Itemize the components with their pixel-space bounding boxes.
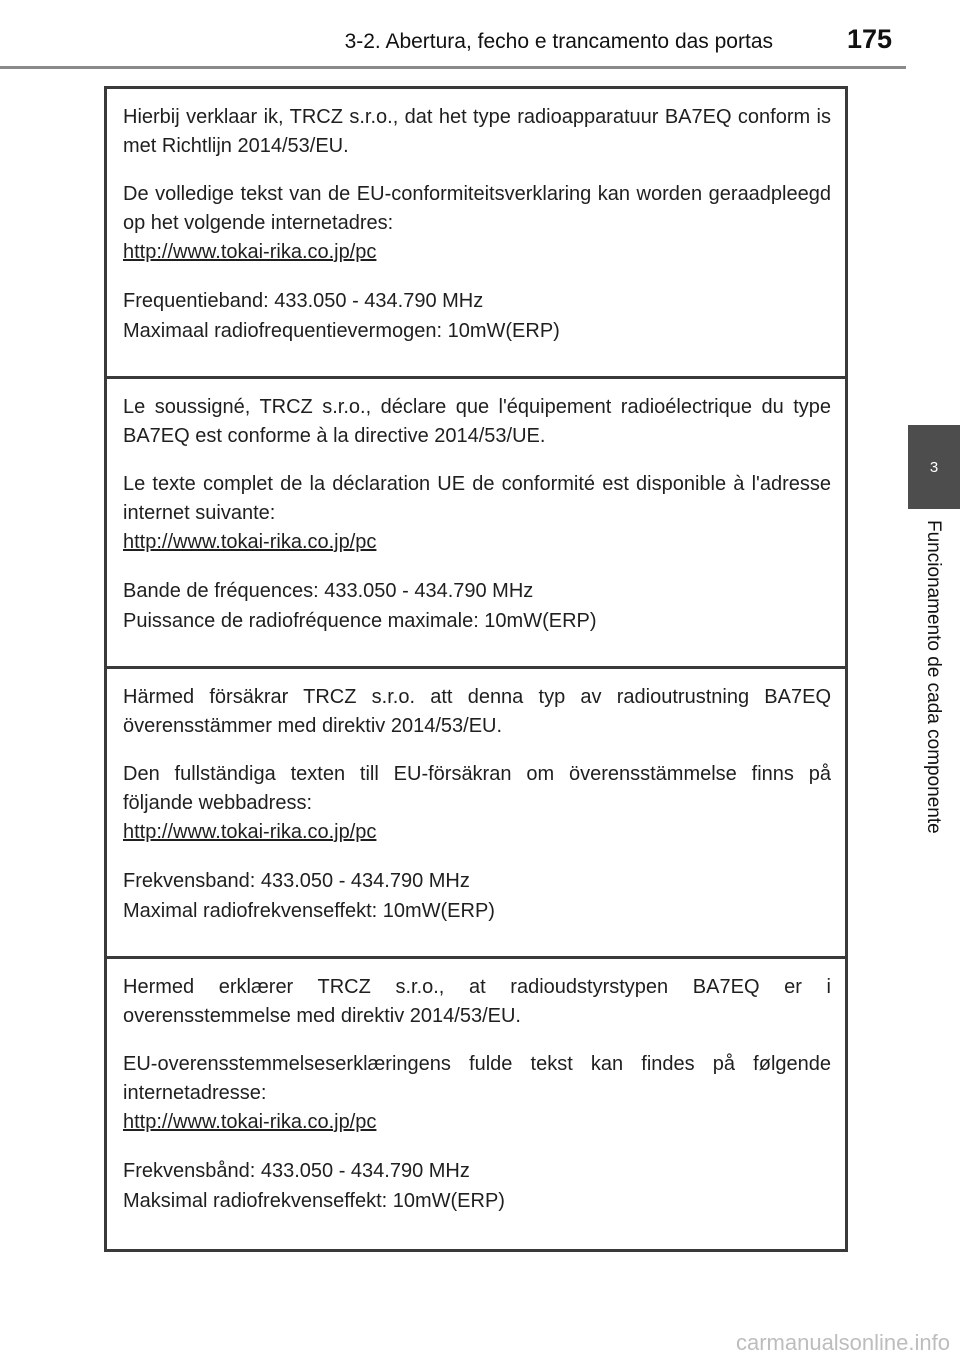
page-header bbox=[0, 0, 906, 69]
declaration-text: Le texte complet de la déclaration UE de conformité est disponible à l'adresse internet suivante: bbox=[123, 473, 831, 524]
chapter-label-area bbox=[908, 520, 960, 860]
max-power: Maksimal radiofrekvenseffekt: 10mW(ERP) bbox=[123, 1190, 505, 1212]
chapter-tab[interactable] bbox=[908, 425, 960, 509]
declaration-url-link[interactable]: http://www.tokai-rika.co.jp/pc bbox=[123, 531, 377, 553]
declaration-french bbox=[107, 379, 845, 669]
chapter-label: Funcionamento de cada componente bbox=[923, 520, 944, 834]
max-power: Maximaal radiofrequentievermogen: 10mW(ERP) bbox=[123, 320, 560, 342]
declaration-intro: Härmed försäkrar TRCZ s.r.o. att denna typ av radioutrustning BA7EQ överensstämmer med direktiv 2014/53/EU. bbox=[123, 686, 831, 737]
declaration-url-link[interactable]: http://www.tokai-rika.co.jp/pc bbox=[123, 241, 377, 263]
declaration-swedish bbox=[107, 669, 845, 959]
declaration-intro: Le soussigné, TRCZ s.r.o., déclare que l'équipement radioélectrique du type BA7EQ est conforme à la directive 2014/53/UE. bbox=[123, 396, 831, 447]
watermark: carmanualsonline.info bbox=[735, 1330, 950, 1355]
declaration-intro: Hermed erklærer TRCZ s.r.o., at radioudstyrstypen BA7EQ er i overensstemmelse med direktiv 2014/53/EU. bbox=[123, 976, 831, 1027]
section-title: 3-2. Abertura, fecho e trancamento das portas bbox=[344, 30, 773, 53]
declaration-box bbox=[104, 86, 848, 1252]
frequency-band: Bande de fréquences: 433.050 - 434.790 MHz bbox=[123, 580, 534, 602]
declaration-url-link[interactable]: http://www.tokai-rika.co.jp/pc bbox=[123, 821, 377, 843]
max-power: Puissance de radiofréquence maximale: 10mW(ERP) bbox=[123, 610, 597, 632]
chapter-number: 3 bbox=[929, 458, 939, 476]
page-number: 175 bbox=[846, 24, 892, 54]
frequency-band: Frekvensband: 433.050 - 434.790 MHz bbox=[123, 870, 470, 892]
declaration-text: De volledige tekst van de EU-conformiteitsverklaring kan worden geraadpleegd op het volgende internetadres: bbox=[123, 183, 831, 234]
declaration-dutch bbox=[107, 89, 845, 379]
declaration-intro: Hierbij verklaar ik, TRCZ s.r.o., dat het type radioapparatuur BA7EQ conform is met Richtlijn 2014/53/EU. bbox=[123, 106, 831, 157]
max-power: Maximal radiofrekvenseffekt: 10mW(ERP) bbox=[123, 900, 495, 922]
declaration-text: EU-overensstemmelseserklæringens fulde tekst kan findes på følgende internetadresse: bbox=[123, 1053, 831, 1104]
declaration-danish bbox=[107, 959, 845, 1249]
declaration-url-link[interactable]: http://www.tokai-rika.co.jp/pc bbox=[123, 1111, 377, 1133]
declaration-text: Den fullständiga texten till EU-försäkran om överensstämmelse finns på följande webbadress: bbox=[123, 763, 831, 814]
frequency-band: Frequentieband: 433.050 - 434.790 MHz bbox=[123, 290, 484, 312]
frequency-band: Frekvensbånd: 433.050 - 434.790 MHz bbox=[123, 1160, 470, 1182]
